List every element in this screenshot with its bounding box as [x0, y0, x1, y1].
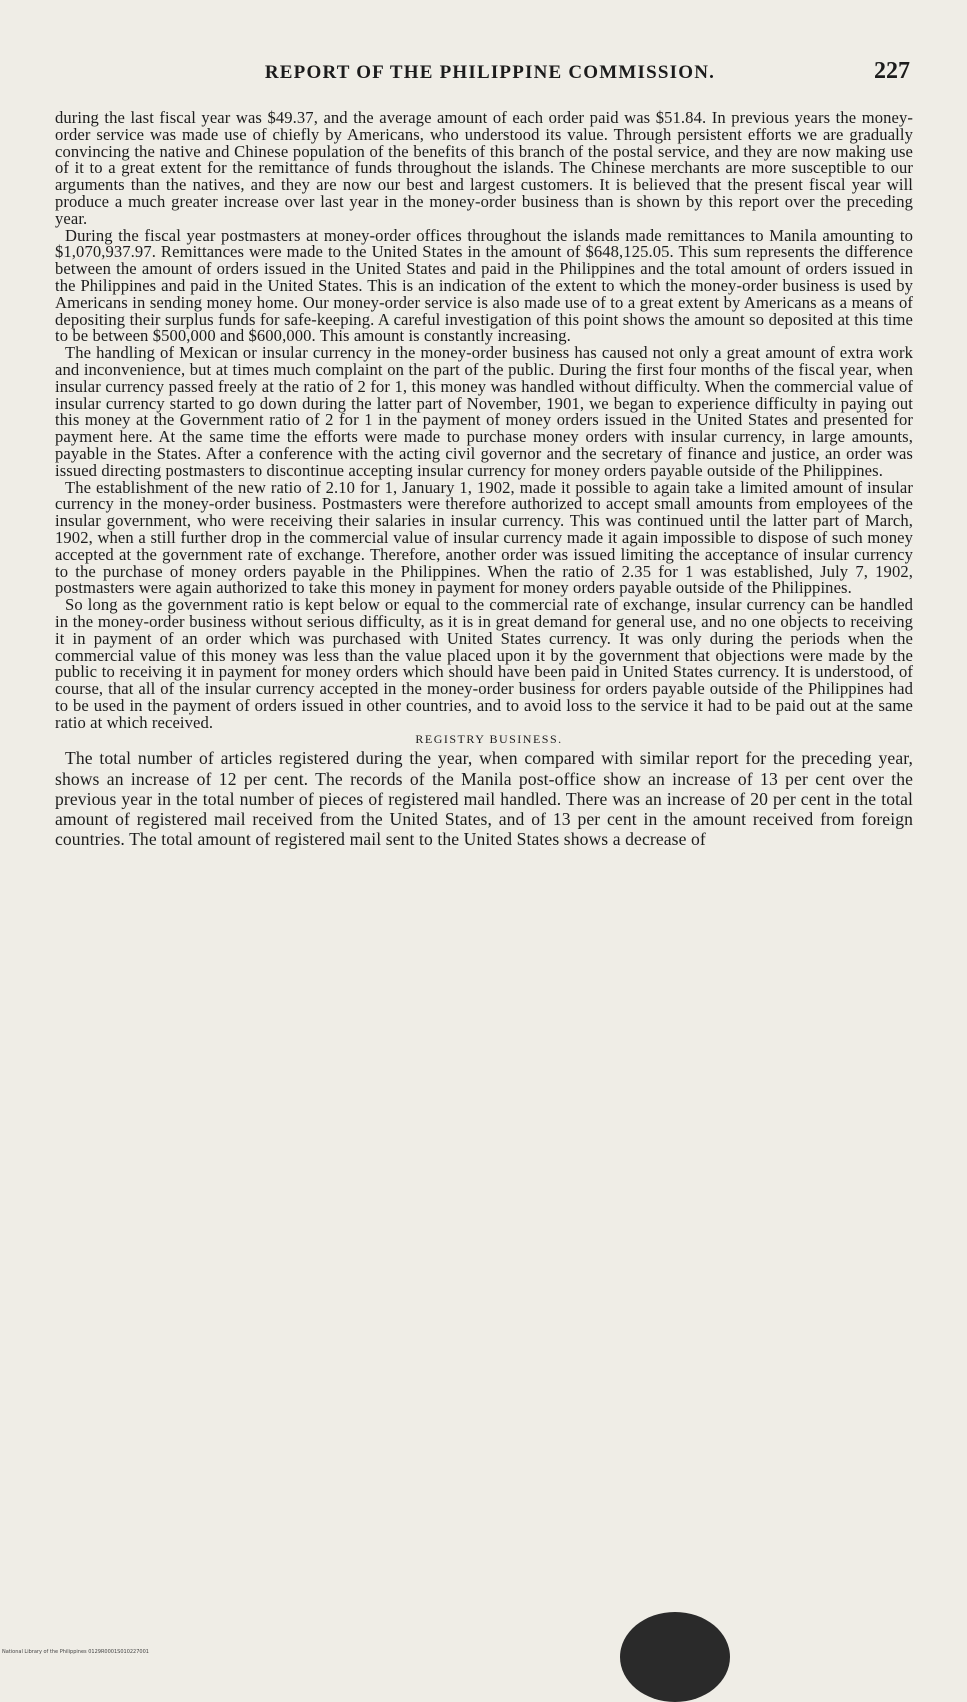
section-heading: REGISTRY BUSINESS. — [415, 732, 563, 747]
scan-artifact — [620, 1612, 730, 1702]
paragraph: The total number of articles registered during the year, when compared with similar report for the preceding year, shows an increase of 12 per cent. The records of the Manila post-office show an increase of 13 per cent over the previous year in the total number of pieces of registered mail handled. There was an increase of 20 per cent in the total amount of registered mail received from the United States, and of 13 per cent in the amount received from foreign countries. The total amount of registered mail sent to the United States shows a decrease of — [55, 748, 913, 850]
body-text — [55, 110, 913, 850]
paragraph: During the fiscal year postmasters at money-order offices throughout the islands made remittances to Manila amounting to $1,070,937.97. Remittances were made to the United States in the amount of $648,125.05. This sum represents the difference between the amount of orders issued in the United States and paid in the Philippines and the total amount of orders issued in the Philippines and paid in the United States. This is an indication of the extent to which the money-order business is used by Americans in sending money home. Our money-order service is also made use of to a great extent by Americans as a means of depositing their surplus funds for safe-keeping. A careful investigation of this point shows the amount so deposited at this time to be between $500,000 and $600,000. This amount is constantly increasing. — [55, 225, 913, 346]
paragraph: The handling of Mexican or insular currency in the money-order business has caused not only a great amount of extra work and inconvenience, but at times much complaint on the part of the public. During the first four months of the fiscal year, when insular currency passed freely at the ratio of 2 for 1, this money was handled without difficulty. When the commercial value of insular currency started to go down during the latter part of November, 1901, we began to experience difficulty in paying out this money at the Government ratio of 2 for 1 in the payment of money orders issued in the United States and presented for payment here. At the same time the efforts were made to purchase money orders with insular currency, in large amounts, payable in the States. After a conference with the acting civil governor and the secretary of finance and justice, an order was issued directing postmasters to discontinue accepting insular currency for money orders payable outside of the Philippines. — [55, 343, 913, 480]
paragraph: The establishment of the new ratio of 2.10 for 1, January 1, 1902, made it possible to again take a limited amount of insular currency in the money-order business. Postmasters were therefore authorized to accept small amounts from employees of the insular government, who were receiving their salaries in insular currency. This was continued until the latter part of March, 1902, when a still further drop in the commercial value of insular currency made it again impossible to dispose of such money accepted at the government rate of exchange. Therefore, another order was issued limiting the acceptance of insular currency to the purchase of money orders payable in the Philippines. When the ratio of 2.35 for 1 was established, July 7, 1902, postmasters were again authorized to take this money in payment for money orders payable outside of the Philippines. — [55, 477, 913, 598]
running-head — [70, 58, 910, 92]
page-title: REPORT OF THE PHILIPPINE COMMISSION. — [264, 62, 716, 83]
page-number: 227 — [874, 58, 910, 84]
paragraph: during the last fiscal year was $49.37, and the average amount of each order paid was $51.84. In previous years the money-order service was made use of chiefly by Americans, who understood its value. Through persistent efforts we are gradually convincing the native and Chinese population of the benefits of this branch of the postal service, and they are now making use of it to a great extent for the remittance of funds throughout the islands. The Chinese merchants are more susceptible to our arguments than the natives, and they are now our best and largest customers. It is believed that the present fiscal year will produce a much greater increase over last year in the money-order business than is shown by this report over the preceding year. — [55, 108, 913, 228]
paragraph: So long as the government ratio is kept below or equal to the commercial rate of exchange, insular currency can be handled in the money-order business without serious difficulty, as it is in great demand for general use, and no one objects to receiving it in payment of an order which was purchased with United States currency. It was only during the periods when the commercial value of this money was less than the value placed upon it by the government that objections were made by the public to receiving it in payment for money orders which should have been paid in United States currency. It is understood, of course, that all of the insular currency accepted in the money-order business for orders payable outside of the Philippines had to be used in the payment of orders issued in other countries, and to avoid loss to the service it had to be paid out at the same ratio at which received. — [55, 595, 913, 732]
scan-credit: National Library of the Philippines 0129R0001S010227001 — [2, 1649, 149, 1655]
